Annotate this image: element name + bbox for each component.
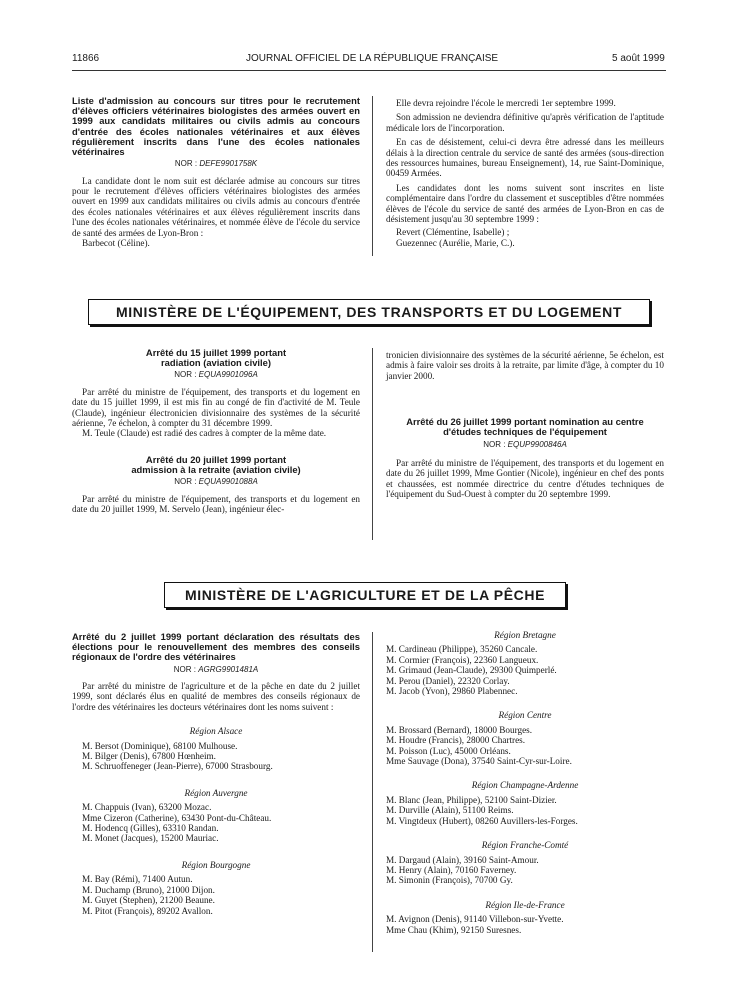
- ministry2-right-column: [386, 630, 664, 935]
- ministry-agriculture-heading: MINISTÈRE DE L'AGRICULTURE ET DE LA PÊCHE: [164, 582, 566, 608]
- decree-appointment-body: Par arrêté du ministre de l'équipement, des transports et du logement en date du 26 juillet 1999, Mme Gontier (Nicole), ingénieur en chef des ponts et chaussées, est nommée directrice du centre d'études techniques de l'équipement du Sud-Ouest à compter du 20 septembre 1999.: [386, 458, 664, 500]
- decree-elections-body: Par arrêté du ministre de l'agriculture et de la pêche en date du 2 juillet 1999, sont déclarés élus en qualité de membres des conseils régionaux de l'ordre des vétérinaires les docteurs vétérinaires dont les noms suivent :: [72, 681, 360, 712]
- member-entry: M. Duchamp (Bruno), 21000 Dijon.: [82, 884, 215, 895]
- decree-retirement-continued: tronicien divisionnaire des systèmes de la sécurité aérienne, 5e échelon, est admis à faire valoir ses droits à la retraite, par limite d'âge, à compter du 10 janvier 2000.: [386, 350, 664, 381]
- journal-title: JOURNAL OFFICIEL DE LA RÉPUBLIQUE FRANÇAISE: [246, 53, 499, 64]
- nor-code: DEFE9901758K: [199, 159, 258, 169]
- ministry1-right-column: [386, 350, 664, 500]
- decree-radiation-body: M. Teule (Claude) est radié des cadres à compter de la même date.: [82, 428, 327, 439]
- nor-reference: [72, 159, 360, 169]
- region-heading: Région Champagne-Ardenne: [471, 780, 579, 791]
- column-divider: [372, 348, 373, 540]
- region-heading: Région Alsace: [189, 726, 243, 737]
- member-entry: M. Brossard (Bernard), 18000 Bourges.: [386, 724, 533, 735]
- region-heading: Région Auvergne: [184, 787, 248, 798]
- member-entry: M. Blanc (Jean, Philippe), 52100 Saint-Dizier.: [386, 794, 557, 805]
- member-entry: M. Cardineau (Philippe), 35260 Cancale.: [386, 644, 538, 655]
- nor-code: AGRG9901481A: [198, 664, 259, 674]
- region-heading: Région Ile-de-France: [485, 899, 565, 910]
- member-entry: M. Perou (Daniel), 22320 Corlay.: [386, 675, 510, 686]
- member-entry: M. Simonin (François), 70700 Gy.: [386, 875, 513, 886]
- member-entry: M. Dargaud (Alain), 39160 Saint-Amour.: [386, 854, 539, 865]
- header-rule: [72, 70, 666, 71]
- issue-date: 5 août 1999: [612, 53, 665, 64]
- nor-reference: NOR : EQUA9901096A: [174, 370, 258, 380]
- top-right-column: [386, 98, 664, 248]
- admission-list-title: Liste d'admission au concours sur titres pour le recrutement d'élèves officiers vétérinaires biologistes des armées ouvert en 1999 aux candidats militaires ou civils admis au concours d'entrée des écoles nationales vétérinaires et aux élèves régulièrement inscrits dans l'une des écoles nationales vétérinaires: [72, 95, 360, 158]
- member-entry: M. Jacob (Yvon), 29860 Plabennec.: [386, 686, 518, 697]
- member-entry: Mme Chau (Khim), 92150 Suresnes.: [386, 924, 522, 935]
- decree-radiation-title: Arrêté du 15 juillet 1999 portant radiation (aviation civile): [145, 347, 287, 369]
- column-divider: [372, 96, 373, 256]
- member-entry: M. Schruoffeneger (Jean-Pierre), 67000 Strasbourg.: [82, 761, 273, 772]
- nor-code: EQUA9901088A: [198, 477, 258, 487]
- ministry2-left-column: [72, 632, 360, 916]
- member-entry: M. Avignon (Denis), 91140 Villebon-sur-Yvette.: [386, 914, 564, 925]
- member-entry: M. Vingtdeux (Hubert), 08260 Auvillers-les-Forges.: [386, 815, 578, 826]
- region-heading: Région Bourgogne: [181, 859, 251, 870]
- region-heading: Région Centre: [498, 710, 552, 721]
- member-entry: M. Bilger (Denis), 67800 Hœnheim.: [82, 751, 216, 762]
- paragraph-admission: Son admission ne deviendra définitive qu'après vérification de l'aptitude médicale lors de l'incorporation.: [386, 112, 664, 133]
- nor-reference: NOR : EQUP9900846A: [483, 439, 567, 449]
- member-entry: M. Bersot (Dominique), 68100 Mulhouse.: [82, 740, 238, 751]
- ministry-equipment-heading: MINISTÈRE DE L'ÉQUIPEMENT, DES TRANSPORTS ET DU LOGEMENT: [88, 299, 650, 325]
- member-entry: M. Bay (Rémi), 71400 Autun.: [82, 874, 193, 885]
- member-entry: M. Pitot (François), 89202 Avallon.: [82, 905, 213, 916]
- waitlist-name: Guezennec (Aurélie, Marie, C.).: [396, 237, 515, 248]
- member-entry: M. Monet (Jacques), 15200 Mauriac.: [82, 833, 219, 844]
- top-left-column: [72, 96, 360, 248]
- nor-code: EQUA9901096A: [198, 370, 258, 380]
- member-entry: M. Poisson (Luc), 45000 Orléans.: [386, 745, 511, 756]
- member-entry: M. Henry (Alain), 70160 Faverney.: [386, 864, 517, 875]
- column-divider: [372, 632, 373, 952]
- member-entry: M. Hodencq (Gilles), 63310 Randan.: [82, 823, 219, 834]
- decree-radiation-body: Par arrêté du ministre de l'équipement, des transports et du logement en date du 15 juillet 1999, il est mis fin au congé de fin d'activité de M. Teule (Claude), ingénieur électronicien divisionnaire des systèmes de la sécurité aérienne, 7e échelon, à compter du 31 décembre 1999.: [72, 386, 360, 429]
- member-entry: Mme Cizeron (Catherine), 63430 Pont-du-Château.: [82, 812, 272, 823]
- admission-body: La candidate dont le nom suit est déclarée admise au concours sur titres pour le recrutement d'élèves officiers vétérinaires biologistes des armées ouvert en 1999 aux candidats militaires ou civils admis au concours d'entrée des écoles nationales vétérinaires et aux élèves régulièrement inscrits dans l'une des écoles nationales vétérinaires, et nommée élève de l'école du service de santé des armées de Lyon-Bron :: [72, 175, 360, 238]
- admitted-name: Barbecot (Céline).: [82, 238, 150, 249]
- member-entry: M. Houdre (Francis), 28000 Chartres.: [386, 735, 526, 746]
- nor-code: EQUP9900846A: [507, 439, 567, 449]
- nor-label: NOR :: [174, 159, 198, 169]
- nor-reference: NOR : AGRG9901481A: [173, 664, 259, 674]
- paragraph-waitlist: Les candidates dont les noms suivent sont inscrites en liste complémentaire dans l'ordre du classement et susceptibles d'être nommées élèves de l'école du service de santé des armées de Lyon-Bron en cas de désistement jusqu'au 30 septembre 1999 :: [386, 182, 664, 225]
- member-entry: M. Grimaud (Jean-Claude), 29300 Quimperlé.: [386, 665, 557, 676]
- page-number: 11866: [72, 53, 100, 64]
- paragraph-withdrawal: En cas de désistement, celui-ci devra être adressé dans les meilleurs délais à la direction centrale du service de santé des armées (sous-direction des ressources humaines, bureau Enseignement), 14, rue Saint-Dominique, 00459 Armées.: [386, 137, 664, 179]
- member-entry: Mme Sauvage (Dona), 37540 Saint-Cyr-sur-Loire.: [386, 756, 572, 767]
- member-entry: M. Cormier (François), 22360 Langueux.: [386, 654, 539, 665]
- decree-retirement-title: Arrêté du 20 juillet 1999 portant admission à la retraite (aviation civile): [131, 453, 301, 476]
- decree-appointment-title: Arrêté du 26 juillet 1999 portant nomination au centre d'études techniques de l'équipement: [406, 416, 644, 438]
- member-entry: M. Chappuis (Ivan), 63200 Mozac.: [82, 802, 212, 813]
- ministry1-left-column: [72, 348, 360, 514]
- region-heading: Région Bretagne: [494, 630, 556, 640]
- member-entry: M. Guyet (Stephen), 21200 Beaune.: [82, 895, 215, 906]
- paragraph-rejoin: Elle devra rejoindre l'école le mercredi 1er septembre 1999.: [396, 98, 616, 108]
- region-heading: Région Franche-Comté: [481, 840, 569, 851]
- member-entry: M. Durville (Alain), 51100 Reims.: [386, 805, 514, 816]
- decree-retirement-body: Par arrêté du ministre de l'équipement, des transports et du logement en date du 20 juillet 1999, M. Servelo (Jean), ingénieur élec-: [72, 493, 360, 515]
- decree-elections-title: Arrêté du 2 juillet 1999 portant déclaration des résultats des élections pour le renouvellement des membres des conseils régionaux de l'ordre des vétérinaires: [72, 631, 360, 663]
- waitlist-name: Revert (Clémentine, Isabelle) ;: [396, 227, 510, 238]
- nor-reference: NOR : EQUA9901088A: [174, 477, 258, 487]
